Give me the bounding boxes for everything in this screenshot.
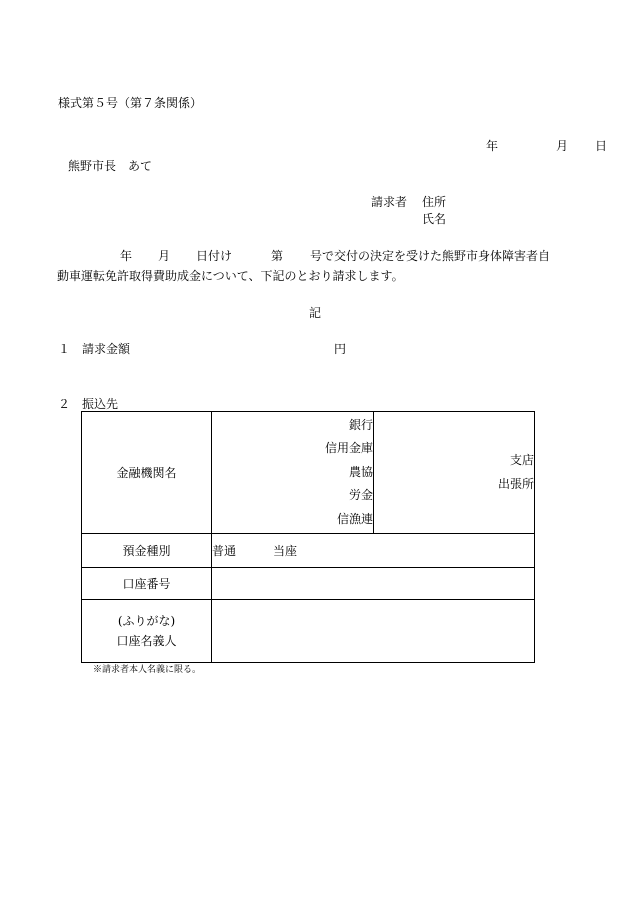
ki-heading: 記 bbox=[309, 306, 322, 320]
account-number-row bbox=[82, 567, 535, 599]
bank-account-table bbox=[81, 411, 535, 663]
institution-label: 金融機関名 bbox=[82, 412, 212, 534]
item2-label: 振込先 bbox=[82, 397, 119, 411]
holder-furigana-label: (ふりがな) bbox=[117, 613, 176, 628]
branch-type: 出張所 bbox=[497, 476, 534, 491]
institution-type: 信用金庫 bbox=[324, 441, 373, 456]
institution-type: 信漁連 bbox=[336, 511, 373, 526]
branch-type: 支店 bbox=[509, 453, 534, 468]
addressee: 熊野市長 あて bbox=[68, 159, 153, 173]
item1-unit: 円 bbox=[334, 342, 347, 356]
deposit-option-ordinary[interactable]: 普通 bbox=[212, 544, 237, 559]
institution-type: 銀行 bbox=[348, 417, 373, 432]
holder-label: 口座名義人 bbox=[116, 633, 177, 648]
footnote: ※請求者本人名義に限る。 bbox=[93, 665, 202, 675]
item1-label: 請求金額 bbox=[82, 342, 131, 356]
requester-address-label: 住所 bbox=[422, 195, 447, 209]
date-line bbox=[486, 140, 607, 152]
body-line2: 動車運転免許取得費助成金について、下記のとおり請求します。 bbox=[57, 269, 404, 283]
institution-type: 労金 bbox=[348, 488, 373, 503]
requester-name-label: 氏名 bbox=[422, 212, 447, 226]
body-line1-rest: 号で交付の決定を受けた熊野市身体障害者自 bbox=[310, 249, 551, 263]
deposit-option-current[interactable]: 当座 bbox=[273, 544, 298, 559]
institution-types-cell[interactable] bbox=[212, 412, 374, 534]
account-holder-row bbox=[82, 599, 535, 662]
deposit-type-options[interactable] bbox=[212, 534, 535, 567]
requester-label: 請求者 bbox=[371, 195, 408, 209]
institution-type: 農協 bbox=[348, 464, 373, 479]
deposit-type-label: 預金種別 bbox=[82, 534, 212, 567]
date-year-label: 年 bbox=[486, 139, 499, 153]
body-date: 日付け bbox=[196, 249, 233, 263]
body-month: 月 bbox=[158, 249, 171, 263]
account-number-label: 口座番号 bbox=[82, 567, 212, 599]
institution-row bbox=[82, 412, 535, 534]
account-holder-field[interactable] bbox=[212, 599, 535, 662]
item1-number: １ bbox=[58, 342, 71, 356]
date-day-label: 日 bbox=[595, 139, 608, 153]
account-number-field[interactable] bbox=[212, 567, 535, 599]
form-number: 様式第５号（第７条関係） bbox=[58, 96, 203, 110]
body-dai: 第 bbox=[271, 249, 284, 263]
account-holder-label-cell bbox=[82, 599, 212, 662]
date-month-label: 月 bbox=[556, 139, 569, 153]
body-year: 年 bbox=[120, 249, 133, 263]
branch-types-cell[interactable] bbox=[374, 412, 535, 534]
deposit-type-row bbox=[82, 534, 535, 567]
item2-number: ２ bbox=[58, 397, 71, 411]
